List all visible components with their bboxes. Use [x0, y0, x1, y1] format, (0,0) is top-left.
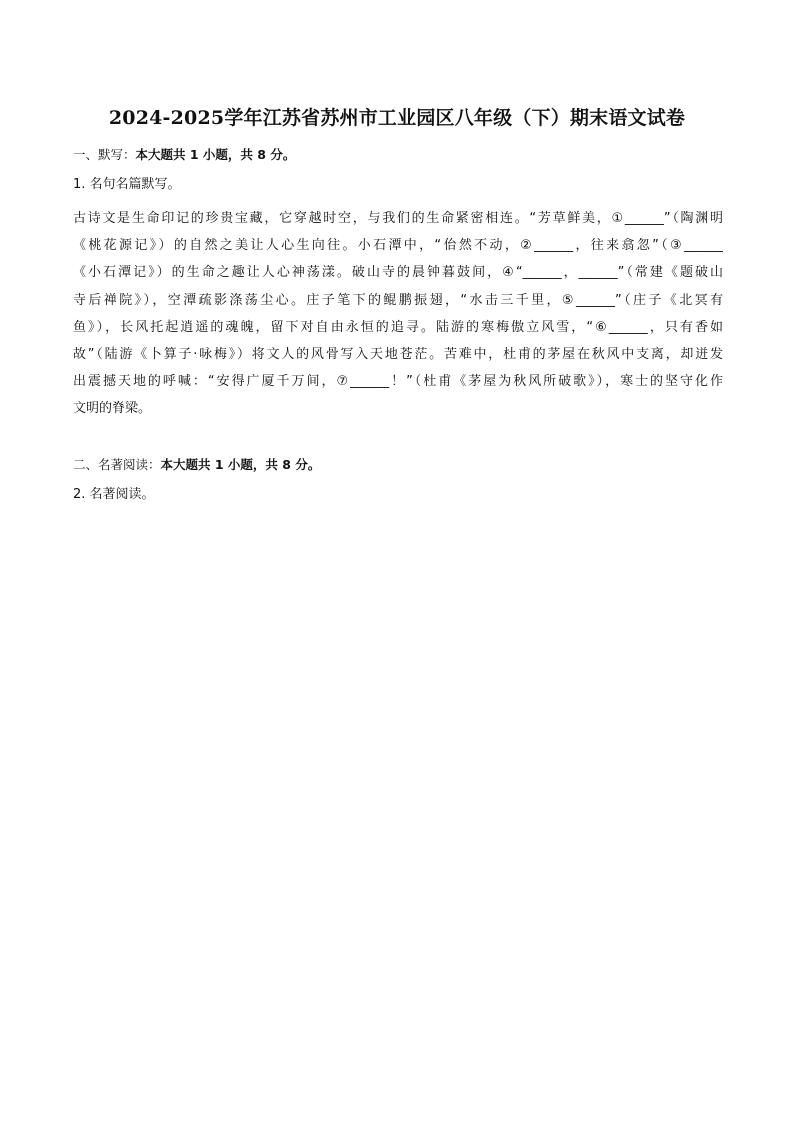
passage-line: 古诗文是生命印记的珍贵宝藏，它穿越时空，与我们的生命紧密相连。“芳草鲜美，①______”（陶渊明 [73, 211, 723, 226]
passage-line: 《桃花源记》）的自然之美让人心生向往。小石潭中，“佁然不动，②______，往来翕忽”（③______ [73, 238, 723, 254]
passage-line: 出震撼天地的呼喊：“安得广厦千万间，⑦______！”（杜甫《茅屋为秋风所破歌》），寒士的坚守化作 [73, 374, 723, 390]
passage-line: 《小石潭记》）的生命之趣让人心神荡漾。破山寺的晨钟暮鼓间，④“______，______”（常建《题破山 [73, 265, 723, 281]
section-2-heading [73, 455, 320, 475]
section-2-description: 本大题共 1 小题，共 8 分。 [160, 457, 321, 472]
section-2-prefix: 二、名著阅读： [73, 457, 161, 472]
exam-title: 2024-2025学年江苏省苏州市工业园区八年级（下）期末语文试卷 [108, 107, 686, 129]
question-1-label: 1. 名句名篇默写。 [73, 177, 181, 192]
passage-line: 故”（陆游《卜算子·咏梅》）将文人的风骨写入天地苍茫。苦难中，杜甫的茅屋在秋风中支离，却迸发 [73, 346, 723, 362]
question-1-passage [73, 205, 723, 423]
passage-line: 鱼》），长风托起逍遥的魂魄，留下对自由永恒的追寻。陆游的寒梅傲立风雪，“⑥______，只有香如 [73, 319, 723, 335]
section-1-prefix: 一、默写： [73, 147, 136, 162]
question-2-label: 2. 名著阅读。 [73, 487, 155, 502]
passage-line: 寺后禅院》），空潭疏影涤荡尘心。庄子笔下的鲲鹏振翅，“水击三千里，⑤______”（庄子《北冥有 [73, 292, 723, 308]
section-1-heading [73, 145, 295, 165]
section-1-description: 本大题共 1 小题，共 8 分。 [135, 147, 296, 162]
passage-line: 文明的脊梁。 [73, 401, 152, 417]
